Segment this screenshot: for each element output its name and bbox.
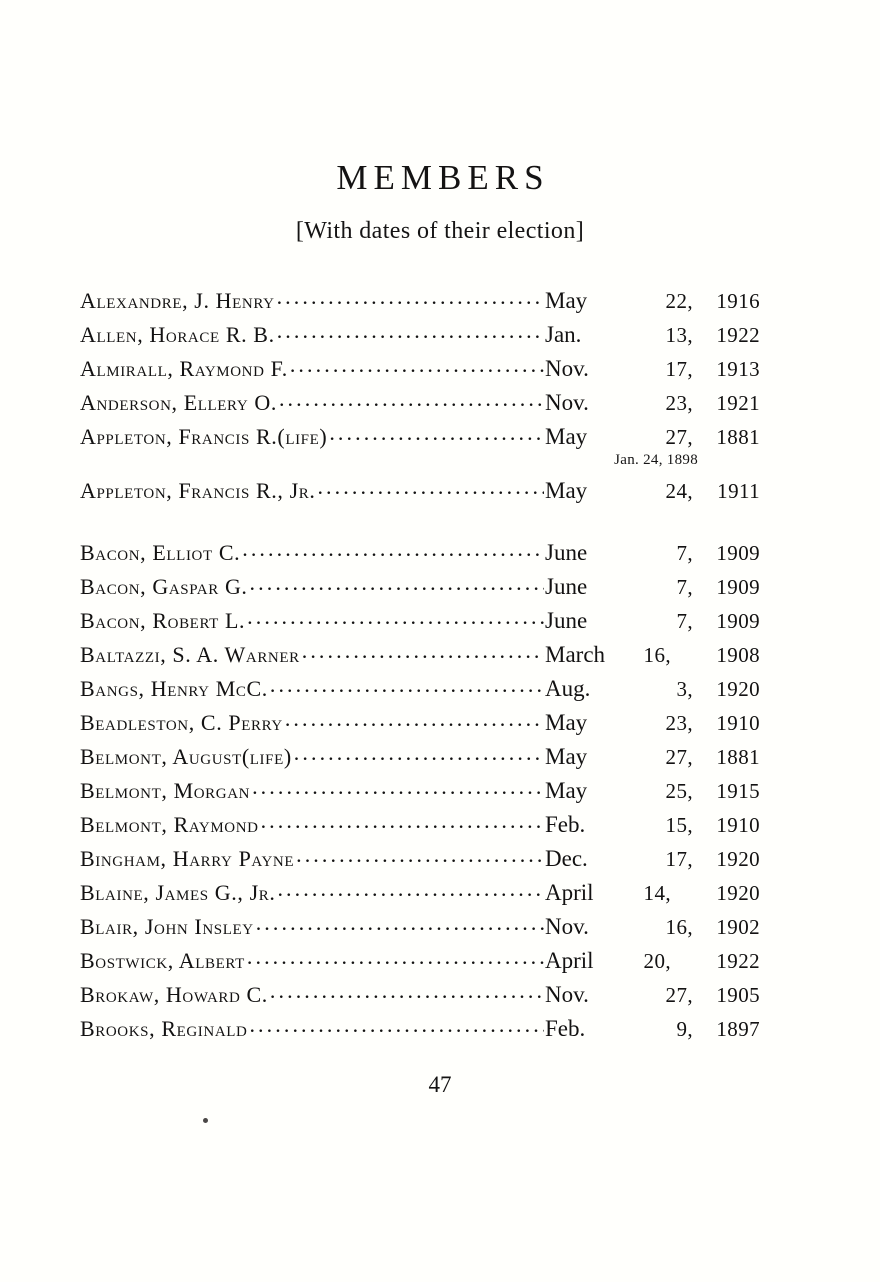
election-year: 1909 (716, 575, 760, 599)
member-entry (80, 422, 760, 456)
election-day: 16, (665, 915, 693, 939)
dot-leader (249, 1014, 544, 1036)
dot-leader (317, 476, 544, 498)
dot-leader (279, 388, 544, 410)
member-entry (80, 640, 760, 674)
member-entry (80, 320, 760, 354)
election-month: May (545, 744, 588, 769)
election-year: 1910 (716, 711, 760, 735)
election-day: 25, (665, 779, 693, 803)
election-year: 1897 (716, 1017, 760, 1041)
election-month: Dec. (545, 846, 588, 871)
member-name: Brooks, Reginald (80, 1016, 248, 1041)
page-subtitle: [With dates of their election] (295, 218, 585, 244)
election-day: 22, (665, 289, 693, 313)
election-day: 7, (676, 541, 693, 565)
member-entry (80, 476, 760, 510)
dot-leader (252, 776, 544, 798)
member-entry (80, 1014, 760, 1048)
dot-leader (270, 980, 544, 1002)
election-month: Nov. (545, 914, 589, 939)
member-name-suffix: (life) (277, 424, 328, 449)
member-name-suffix: (life) (241, 744, 292, 769)
member-entry (80, 946, 760, 980)
election-month: Nov. (545, 390, 589, 415)
election-day: 17, (665, 357, 693, 381)
election-year: 1881 (716, 425, 760, 449)
election-day: 3, (676, 677, 693, 701)
member-entry (80, 980, 760, 1014)
election-day: 24, (665, 479, 693, 503)
member-name: Bacon, Robert L. (80, 608, 246, 633)
member-entry (80, 538, 760, 572)
election-day: 27, (665, 425, 693, 449)
election-year: 1905 (716, 983, 760, 1007)
dot-leader (242, 538, 544, 560)
dot-leader (296, 844, 544, 866)
election-day: 27, (665, 745, 693, 769)
election-year: 1922 (716, 949, 760, 973)
member-name: Allen, Horace R. B. (80, 322, 275, 347)
dot-leader (270, 674, 544, 696)
member-entry (80, 776, 760, 810)
election-month: June (545, 608, 588, 633)
election-month: March (545, 642, 606, 667)
dot-leader (250, 572, 544, 594)
election-year: 1922 (716, 323, 760, 347)
election-year: 1920 (716, 881, 760, 905)
election-month: May (545, 710, 588, 735)
election-month: June (545, 540, 588, 565)
members-block-b (80, 538, 760, 1048)
dot-leader (247, 606, 544, 628)
members-list (80, 286, 760, 1048)
election-month: April (545, 880, 594, 905)
member-name: Baltazzi, S. A. Warner (80, 642, 300, 667)
election-month: Feb. (545, 812, 586, 837)
election-month: May (545, 424, 588, 449)
election-year: 1911 (717, 479, 760, 503)
election-year: 1881 (716, 745, 760, 769)
scan-artifact-speck (203, 1118, 208, 1123)
member-name: Bacon, Elliot C. (80, 540, 241, 565)
election-year: 1910 (716, 813, 760, 837)
member-entry (80, 354, 760, 388)
election-year: 1909 (716, 541, 760, 565)
election-month: May (545, 478, 588, 503)
election-day: 16, (643, 643, 671, 667)
secondary-election-date-text: Jan. 24, 1898 (614, 452, 698, 468)
member-name: Brokaw, Howard C. (80, 982, 268, 1007)
election-day: 27, (665, 983, 693, 1007)
member-entry (80, 286, 760, 320)
election-day: 23, (665, 711, 693, 735)
election-day: 7, (676, 609, 693, 633)
member-name: Alexandre, J. Henry (80, 288, 275, 313)
member-entry (80, 742, 760, 776)
election-year: 1913 (716, 357, 760, 381)
dot-leader (290, 354, 544, 376)
dot-leader (285, 708, 544, 730)
member-name: Almirall, Raymond F. (80, 356, 288, 381)
election-day: 13, (665, 323, 693, 347)
member-name: Belmont, Morgan (80, 778, 251, 803)
member-name: Beadleston, C. Perry (80, 710, 283, 735)
member-name: Blair, John Insley (80, 914, 254, 939)
member-name: Anderson, Ellery O. (80, 390, 277, 415)
dot-leader (277, 878, 544, 900)
election-month: Jan. (545, 322, 582, 347)
member-name: Belmont, August (80, 744, 242, 769)
election-year: 1909 (716, 609, 760, 633)
election-month: May (545, 288, 588, 313)
member-entry (80, 388, 760, 422)
election-month: May (545, 778, 588, 803)
election-year: 1916 (716, 289, 760, 313)
dot-leader (261, 810, 544, 832)
member-name: Belmont, Raymond (80, 812, 259, 837)
page-number: 47 (428, 1072, 452, 1097)
member-entry (80, 674, 760, 708)
election-month: June (545, 574, 588, 599)
election-day: 9, (676, 1017, 693, 1041)
election-day: 7, (676, 575, 693, 599)
dot-leader (302, 640, 544, 662)
member-name: Bingham, Harry Payne (80, 846, 295, 871)
member-entry (80, 810, 760, 844)
member-entry (80, 844, 760, 878)
election-month: Nov. (545, 982, 589, 1007)
election-day: 20, (643, 949, 671, 973)
election-day: 23, (665, 391, 693, 415)
member-entry (80, 606, 760, 640)
election-month: Feb. (545, 1016, 586, 1041)
election-year: 1920 (716, 847, 760, 871)
election-year: 1920 (716, 677, 760, 701)
member-entry (80, 878, 760, 912)
election-day: 17, (665, 847, 693, 871)
election-day: 14, (643, 881, 671, 905)
election-day: 15, (665, 813, 693, 837)
election-year: 1908 (716, 643, 760, 667)
election-year: 1915 (716, 779, 760, 803)
dot-leader (277, 320, 544, 342)
member-name: Blaine, James G., Jr. (80, 880, 276, 905)
member-name: Bangs, Henry McC. (80, 676, 268, 701)
secondary-election-date (80, 452, 760, 476)
election-year: 1902 (716, 915, 760, 939)
election-month: April (545, 948, 594, 973)
dot-leader (247, 946, 544, 968)
election-month: Aug. (545, 676, 591, 701)
dot-leader (294, 742, 544, 764)
member-name: Appleton, Francis R. (80, 424, 278, 449)
members-block-a (80, 286, 760, 510)
election-month: Nov. (545, 356, 589, 381)
dot-leader (329, 422, 544, 444)
dot-leader (277, 286, 544, 308)
member-name: Bostwick, Albert (80, 948, 245, 973)
member-name: Appleton, Francis R., Jr. (80, 478, 316, 503)
member-entry (80, 572, 760, 606)
member-name: Bacon, Gaspar G. (80, 574, 248, 599)
page-title: MEMBERS (336, 158, 550, 197)
member-entry (80, 912, 760, 946)
election-year: 1921 (716, 391, 760, 415)
member-entry (80, 708, 760, 742)
dot-leader (256, 912, 544, 934)
